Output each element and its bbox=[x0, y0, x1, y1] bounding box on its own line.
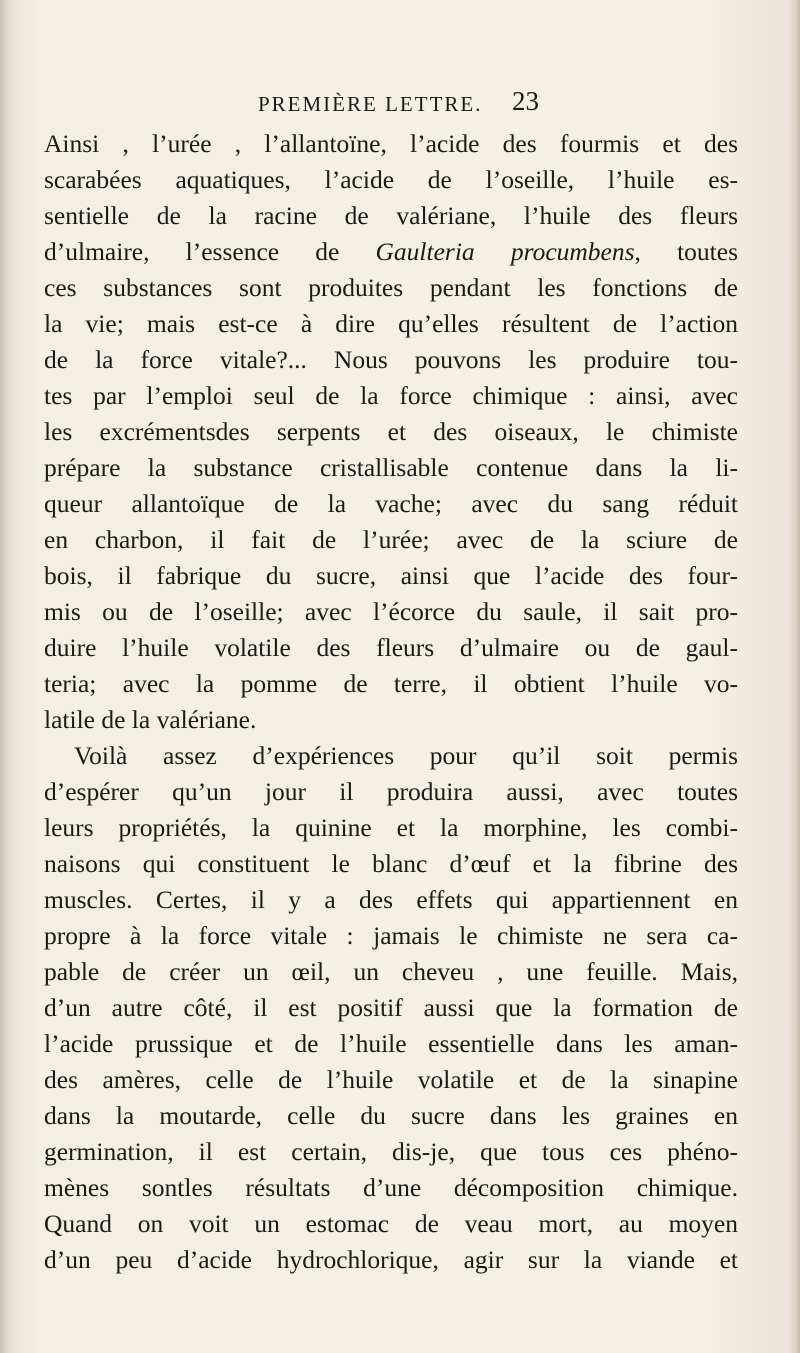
text-segment: d’ulmaire, l’essence de bbox=[44, 237, 376, 266]
text-line: teria; avec la pomme de terre, il obtient l’huile vo- bbox=[44, 669, 738, 698]
body-text bbox=[44, 126, 738, 1278]
text-line: propre à la force vitale : jamais le chimiste ne sera ca- bbox=[44, 921, 738, 950]
text-line: prépare la substance cristallisable contenue dans la li- bbox=[44, 453, 738, 482]
text-line: d’espérer qu’un jour il produira aussi, avec toutes bbox=[44, 777, 738, 806]
italic-species-name: Gaulteria procumbens bbox=[375, 237, 635, 266]
text-line: germination, il est certain, dis-je, que tous ces phéno- bbox=[44, 1137, 738, 1166]
text-line: la vie; mais est-ce à dire qu’elles résultent de l’action bbox=[44, 309, 738, 338]
page-right-edge bbox=[786, 0, 800, 1353]
page-number: 23 bbox=[512, 86, 539, 116]
text-line: des amères, celle de l’huile volatile et de la sinapine bbox=[44, 1065, 738, 1094]
text-line: leurs propriétés, la quinine et la morphine, les combi- bbox=[44, 813, 738, 842]
text-line: mis ou de l’oseille; avec l’écorce du saule, il sait pro- bbox=[44, 597, 738, 626]
page-binding-shadow bbox=[0, 0, 14, 1353]
text-line: en charbon, il fait de l’urée; avec de la sciure de bbox=[44, 525, 738, 554]
text-line: bois, il fabrique du sucre, ainsi que l’acide des four- bbox=[44, 561, 738, 590]
text-line: les excrémentsdes serpents et des oiseaux, le chimiste bbox=[44, 417, 738, 446]
text-line: scarabées aquatiques, l’acide de l’oseille, l’huile es- bbox=[44, 165, 738, 194]
text-line: Quand on voit un estomac de veau mort, au moyen bbox=[44, 1209, 738, 1238]
paragraph-start-line: Voilà assez d’expériences pour qu’il soit permis bbox=[74, 741, 738, 770]
paragraph-end-line: latile de la valériane. bbox=[44, 705, 257, 734]
text-line: ces substances sont produites pendant les fonctions de bbox=[44, 273, 738, 302]
text-line: queur allantoïque de la vache; avec du sang réduit bbox=[44, 489, 738, 518]
text-line: pable de créer un œil, un cheveu , une feuille. Mais, bbox=[44, 957, 738, 986]
text-line bbox=[44, 234, 738, 270]
text-line: l’acide prussique et de l’huile essentielle dans les aman- bbox=[44, 1029, 738, 1058]
text-line: muscles. Certes, il y a des effets qui appartiennent en bbox=[44, 885, 738, 914]
text-line: de la force vitale?... Nous pouvons les produire tou- bbox=[44, 345, 738, 374]
running-head-title: PREMIÈRE LETTRE. bbox=[258, 92, 483, 116]
text-line: sentielle de la racine de valériane, l’huile des fleurs bbox=[44, 201, 738, 230]
text-segment: , toutes bbox=[634, 237, 738, 266]
text-line: dans la moutarde, celle du sucre dans les graines en bbox=[44, 1101, 738, 1130]
text-line: d’un autre côté, il est positif aussi que la formation de bbox=[44, 993, 738, 1022]
text-line: duire l’huile volatile des fleurs d’ulmaire ou de gaul- bbox=[44, 633, 738, 662]
text-line: mènes sontles résultats d’une décomposition chimique. bbox=[44, 1173, 738, 1202]
text-line: d’un peu d’acide hydrochlorique, agir sur la viande et bbox=[44, 1245, 738, 1274]
running-head bbox=[0, 84, 800, 124]
text-line: naisons qui constituent le blanc d’œuf et la fibrine des bbox=[44, 849, 738, 878]
text-line: Ainsi , l’urée , l’allantoïne, l’acide des fourmis et des bbox=[44, 129, 738, 158]
text-line: tes par l’emploi seul de la force chimique : ainsi, avec bbox=[44, 381, 738, 410]
